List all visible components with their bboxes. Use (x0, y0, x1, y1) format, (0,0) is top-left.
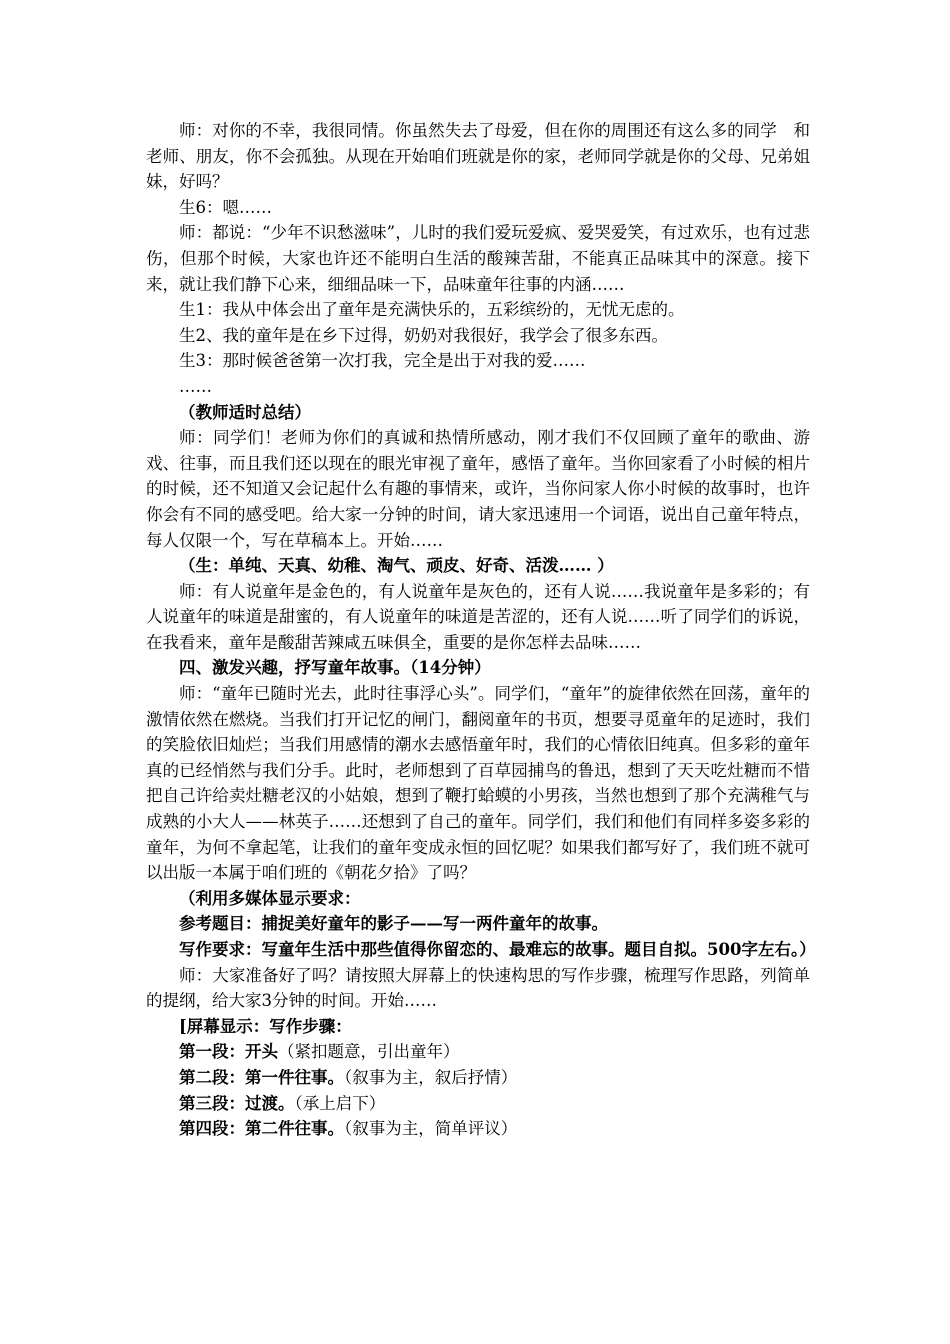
paragraph-ellipsis: …… (179, 376, 212, 396)
paragraph-multimedia-note: （利用多媒体显示要求： (179, 888, 361, 908)
paragraph-teacher-summary-note: （教师适时总结） (179, 402, 311, 422)
step-paragraph-four (146, 1116, 810, 1142)
paragraph-teacher-sympathy: 师：对你的不幸，我很同情。你虽然失去了母爱，但在你的周围还有这么多的同学 和 老师、朋友，你不会孤独。从现在开始咱们班就是你的家，老师同学就是你的父母、兄弟姐妹，好吗？ (146, 121, 827, 192)
section-heading-four: 四、激发兴趣，抒写童年故事。（14分钟） (179, 658, 491, 678)
paragraph-teacher-moved: 师：同学们！老师为你们的真诚和热情所感动，刚才我们不仅回顾了童年的歌曲、游戏、往事，而且我们还以现在的眼光审视了童年，感悟了童年。当你回家看了小时候的相片的时候，还不知道又会记起什么有趣的事情来，或许，当你问家人你小时候的故事时，也许你会有不同的感受吧。给大家一分钟的时间，请大家迅速用一个词语，说出自己童年特点，每人仅限一个，写在草稿本上。开始…… (146, 428, 810, 550)
step-label: 第二段：第一件往事。 (179, 1067, 344, 1087)
step-note: （承上启下） (294, 1093, 386, 1113)
paragraph-teacher-ready: 师：大家准备好了吗？请按照大屏幕上的快速构思的写作步骤，梳理写作思路，列简单的提纲，给大家3分钟的时间。开始…… (146, 965, 810, 1011)
step-paragraph-one (146, 1039, 810, 1065)
step-paragraph-three (146, 1091, 810, 1117)
step-note: （叙事为主，叙后抒情） (344, 1067, 518, 1087)
step-note: （紧扣题意，引出童年） (278, 1042, 460, 1062)
paragraph-reference-topic: 参考题目：捕捉美好童年的影子——写一两件童年的故事。 (179, 914, 608, 934)
paragraph-student2: 生2、我的童年是在乡下过得，奶奶对我很好，我学会了很多东西。 (179, 325, 668, 345)
document-page (146, 118, 827, 1142)
paragraph-screen-display: [屏幕显示：写作步骤： (179, 1016, 352, 1036)
paragraph-teacher-childhood-memory: 师：“童年已随时光去，此时往事浮心头”。同学们，“童年”的旋律依然在回荡，童年的激情依然在燃烧。当我们打开记忆的闸门，翻阅童年的书页，想要寻觅童年的足迹时，我们的笑脸依旧灿烂；当我们用感情的潮水去感悟童年时，我们的心情依旧纯真。但多彩的童年真的已经悄然与我们分手。此时，老师想到了百草园捕鸟的鲁迅，想到了天天吃灶糖而不惜把自己许给卖灶糖老汉的小姑娘，想到了鞭打蛤蟆的小男孩，当然也想到了那个充满稚气与成熟的小大人——林英子……还想到了自己的童年。同学们，我们和他们有同样多姿多彩的童年，为何不拿起笔，让我们的童年变成永恒的回忆呢？如果我们都写好了，我们班不就可以出版一本属于咱们班的《朝花夕拾》了吗？ (146, 684, 810, 883)
paragraph-student-words: （生：单纯、天真、幼稚、淘气、顽皮、好奇、活泼…… ） (179, 556, 614, 576)
step-label: 第三段：过渡。 (179, 1093, 295, 1113)
paragraph-student3: 生3：那时候爸爸第一次打我，完全是出于对我的爱…… (179, 351, 586, 371)
paragraph-student1: 生1：我从中体会出了童年是充满快乐的，五彩缤纷的，无忧无虑的。 (179, 300, 685, 320)
paragraph-teacher-colorful: 师：有人说童年是金色的，有人说童年是灰色的，还有人说……我说童年是多彩的；有人说童年的味道是甜蜜的，有人说童年的味道是苦涩的，还有人说……听了同学们的诉说，在我看来，童年是酸甜苦辣咸五味俱全，重要的是你怎样去品味…… (146, 581, 810, 652)
step-label: 第四段：第二件往事。 (179, 1119, 344, 1139)
step-label: 第一段：开头 (179, 1042, 278, 1062)
paragraph-writing-requirement: 写作要求：写童年生活中那些值得你留恋的、最难忘的故事。题目自拟。500字左右。） (179, 940, 816, 959)
paragraph-student6: 生6：嗯…… (179, 197, 272, 217)
paragraph-teacher-savor: 师：都说：“少年不识愁滋味”，儿时的我们爱玩爱疯、爱哭爱笑，有过欢乐，也有过悲伤，但那个时候，大家也许还不能明白生活的酸辣苦甜，不能真正品味其中的深意。接下来，就让我们静下心来，细细品味一下，品味童年往事的内涵…… (146, 223, 810, 294)
step-note: （叙事为主，简单评议） (344, 1119, 518, 1139)
step-paragraph-two (146, 1065, 810, 1091)
